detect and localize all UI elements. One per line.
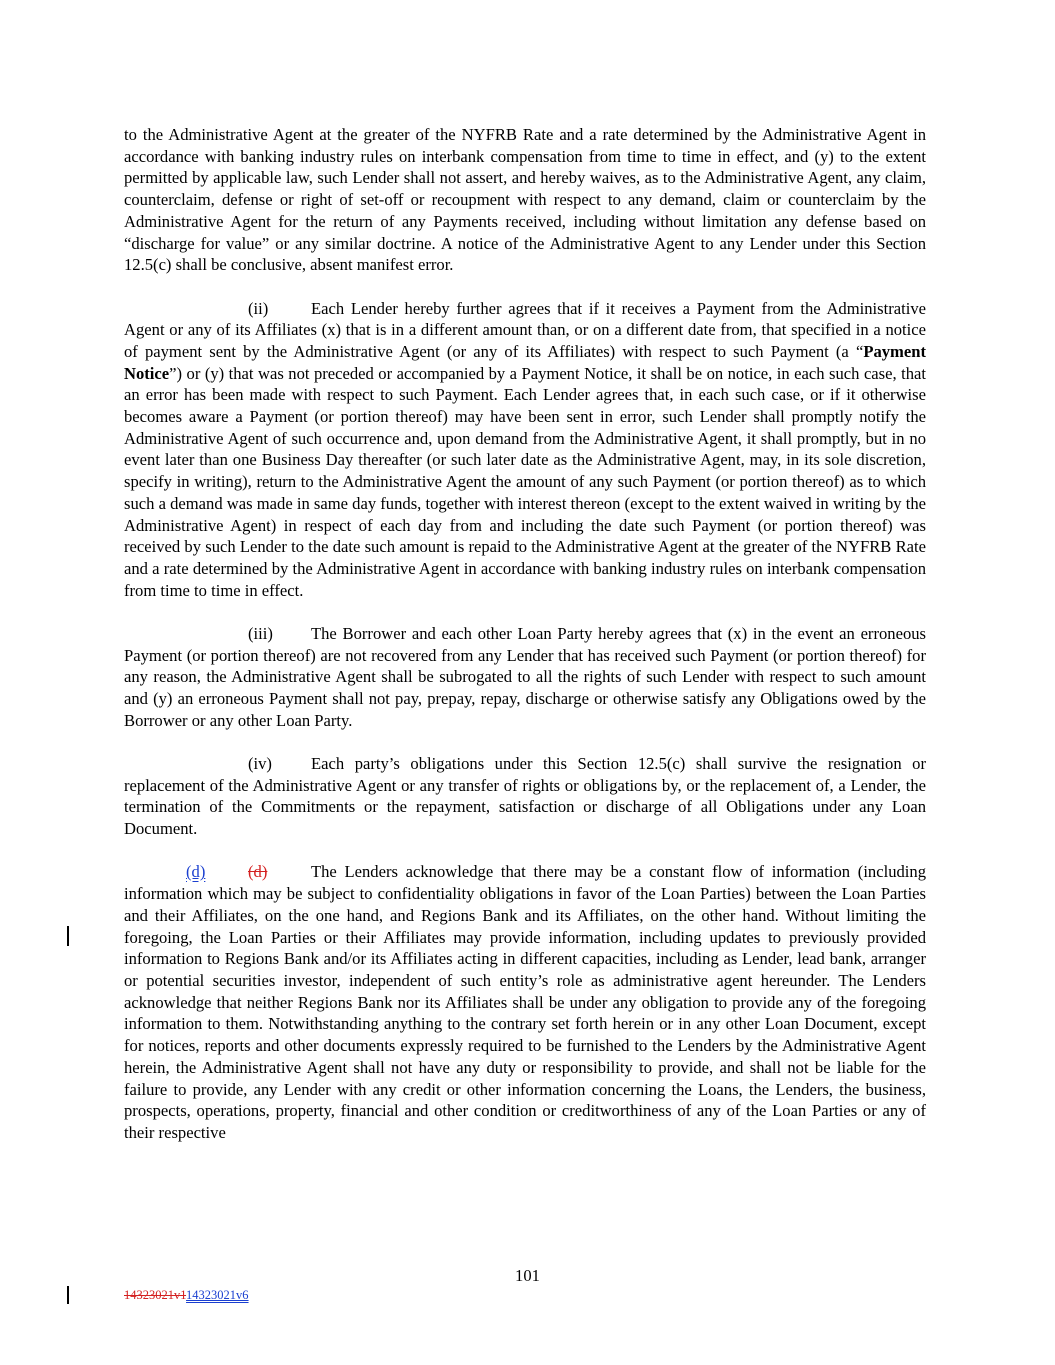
paragraph-continuation bbox=[124, 124, 926, 276]
paragraph-text: to the Administrative Agent at the greater of the NYFRB Rate and a rate determined by the Administrative Agent in accordance with banking industry rules on interbank compensation from time to time in effect, and (y) to the extent permitted by applicable law, such Lender shall not assert, and hereby waives, as to the Administrative Agent, any claim, counterclaim, defense or right of set-off or recoupment with respect to any demand, claim or counterclaim by the Administrative Agent for the return of any Payments received, including without limitation any defense based on “discharge for value” or any similar doctrine. A notice of the Administrative Agent to any Lender under this Section 12.5(c) shall be conclusive, absent manifest error. bbox=[124, 125, 926, 275]
paragraph-text: The Lenders acknowledge that there may be a constant flow of information (including information which may be subject to confidentiality obligations in favor of the Loan Parties) between the Loan Parties and their Affiliates, on the one hand, and Regions Bank and its Affiliates, on the other hand. Without limiting the foregoing, the Loan Parties or their Affiliates may provide information, including updates to previously provided information to Regions Bank and/or its Affiliates acting in different capacities, including as Lender, lead bank, arranger or potential securities investor, independent of such entity’s role as administrative agent hereunder. The Lenders acknowledge that neither Regions Bank nor its Affiliates shall be under any obligation to provide any of the foregoing information to them. Notwithstanding anything to the contrary set forth herein or in any other Loan Document, except for notices, reports and other documents expressly required to be furnished to the Lenders by the Administrative Agent herein, the Administrative Agent shall not have any duty or responsibility to provide, and shall not be liable for the failure to provide, any Lender with any credit or other information concerning the Loans, the Lenders, the business, prospects, operations, property, financial and other condition or creditworthiness of any of the Loan Parties or any of their respective bbox=[124, 862, 926, 1142]
document-id-footer bbox=[124, 1288, 249, 1303]
deleted-number: (d) bbox=[248, 862, 268, 882]
page-number: 101 bbox=[515, 1266, 540, 1285]
paragraph-number: (ii) bbox=[248, 298, 269, 318]
paragraph-text: Each party’s obligations under this Section 12.5(c) shall survive the resignation or replacement of the Administrative Agent or any transfer of rights or obligations by, or the replacement of, a Lender, the termination of the Commitments or the repayment, satisfaction or discharge of all Obligations under any Loan Document. bbox=[124, 754, 926, 839]
paragraph-iv bbox=[124, 753, 926, 840]
paragraph-ii bbox=[124, 298, 926, 602]
paragraph-d bbox=[124, 861, 926, 1143]
defined-term: Payment Notice bbox=[124, 341, 926, 383]
inserted-doc-id: 14323021v6 bbox=[186, 1288, 249, 1302]
change-bar bbox=[67, 1286, 69, 1304]
paragraph-iii bbox=[124, 623, 926, 732]
paragraph-text: Each Lender hereby further agrees that if it receives a Payment from the Administrative Agent or any of its Affiliates (x) that is in a different amount than, or on a different date from, that specified in a notice of payment sent by the Administrative Agent (or any of its Affiliates) with respect to such Payment (a “ bbox=[124, 298, 926, 361]
paragraph-text: The Borrower and each other Loan Party hereby agrees that (x) in the event an erroneous Payment (or portion thereof) are not recovered from any Lender that has received such Payment (or portion thereof) for any reason, the Administrative Agent shall be subrogated to all the rights of such Lender with respect to such amount and (y) an erroneous Payment shall not pay, prepay, repay, discharge or otherwise satisfy any Obligations owed by the Borrower or any other Loan Party. bbox=[124, 623, 926, 730]
inserted-number: (d) bbox=[186, 862, 206, 882]
document-body bbox=[124, 124, 926, 1165]
paragraph-text: ”) or (y) that was not preceded or accompanied by a Payment Notice, it shall be on notice, in each such case, that an error has been made with respect to such Payment. Each Lender agrees that, in each such case, or if it otherwise becomes aware a Payment (or portion thereof) may have been sent in error, such Lender shall promptly notify the Administrative Agent of such occurrence and, upon demand from the Administrative Agent, it shall promptly, but in no event later than one Business Day thereafter (or such later date as the Administrative Agent, may, in its sole discretion, specify in writing), return to the Administrative Agent the amount of any such Payment (or portion thereof) as to which such a demand was made in same day funds, together with interest thereon (except to the extent waived in writing by the Administrative Agent) in respect of each day from and including the date such Payment (or portion thereof) was received by such Lender to the date such amount is repaid to the Administrative Agent at the greater of the NYFRB Rate and a rate determined by the Administrative Agent in accordance with banking industry rules on interbank compensation from time to time in effect. bbox=[124, 363, 926, 600]
deleted-doc-id: 14323021v1 bbox=[124, 1288, 187, 1302]
paragraph-number: (iv) bbox=[248, 754, 272, 774]
paragraph-number: (iii) bbox=[248, 623, 273, 643]
change-bar bbox=[67, 926, 69, 946]
